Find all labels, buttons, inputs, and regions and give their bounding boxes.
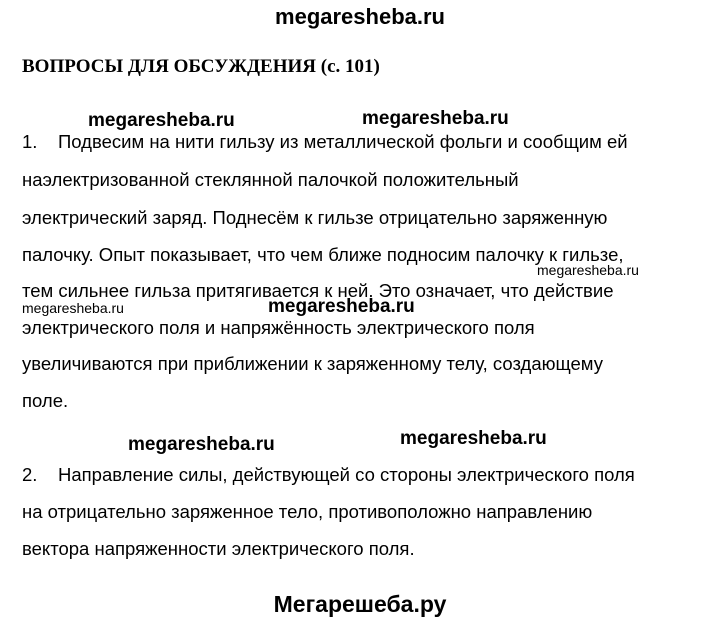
answer-1-line: увеличиваются при приближении к заряженному телу, создающему bbox=[22, 353, 603, 374]
answer-text: Подвесим на нити гильзу из металлической фольги и сообщим ей bbox=[58, 131, 628, 152]
watermark-top: megaresheba.ru bbox=[275, 4, 445, 29]
answer-1-line: электрический заряд. Поднесём к гильзе отрицательно заряженную bbox=[22, 207, 608, 228]
watermark: megaresheba.ru bbox=[22, 300, 124, 316]
answer-1-line: наэлектризованной стеклянной палочкой положительный bbox=[22, 169, 519, 190]
section-heading: ВОПРОСЫ ДЛЯ ОБСУЖДЕНИЯ (с. 101) bbox=[22, 56, 380, 77]
watermark: megaresheba.ru bbox=[128, 434, 275, 455]
watermark-bottom: Мегарешеба.ру bbox=[273, 591, 447, 617]
answer-2-line: вектора напряженности электрического поля. bbox=[22, 538, 415, 559]
watermark: megaresheba.ru bbox=[268, 296, 415, 317]
answer-number: 1. bbox=[22, 131, 38, 152]
watermark: megaresheba.ru bbox=[362, 108, 509, 129]
answer-number: 2. bbox=[22, 464, 38, 485]
answer-1-line bbox=[22, 131, 628, 153]
watermark: megaresheba.ru bbox=[400, 428, 547, 449]
watermark: megaresheba.ru bbox=[537, 262, 639, 278]
answer-1-line: палочку. Опыт показывает, что чем ближе подносим палочку к гильзе, bbox=[22, 244, 624, 265]
answer-2-line: на отрицательно заряженное тело, противоположно направлению bbox=[22, 501, 593, 522]
answer-text: Направление силы, действующей со стороны электрического поля bbox=[58, 464, 635, 485]
answer-1-line: электрического поля и напряжённость электрического поля bbox=[22, 317, 535, 338]
answer-2-line bbox=[22, 464, 635, 486]
answer-1-line: поле. bbox=[22, 390, 69, 411]
watermark: megaresheba.ru bbox=[88, 110, 235, 131]
answer-1-line: тем сильнее гильза притягивается к ней. Это означает, что действие bbox=[22, 280, 614, 301]
